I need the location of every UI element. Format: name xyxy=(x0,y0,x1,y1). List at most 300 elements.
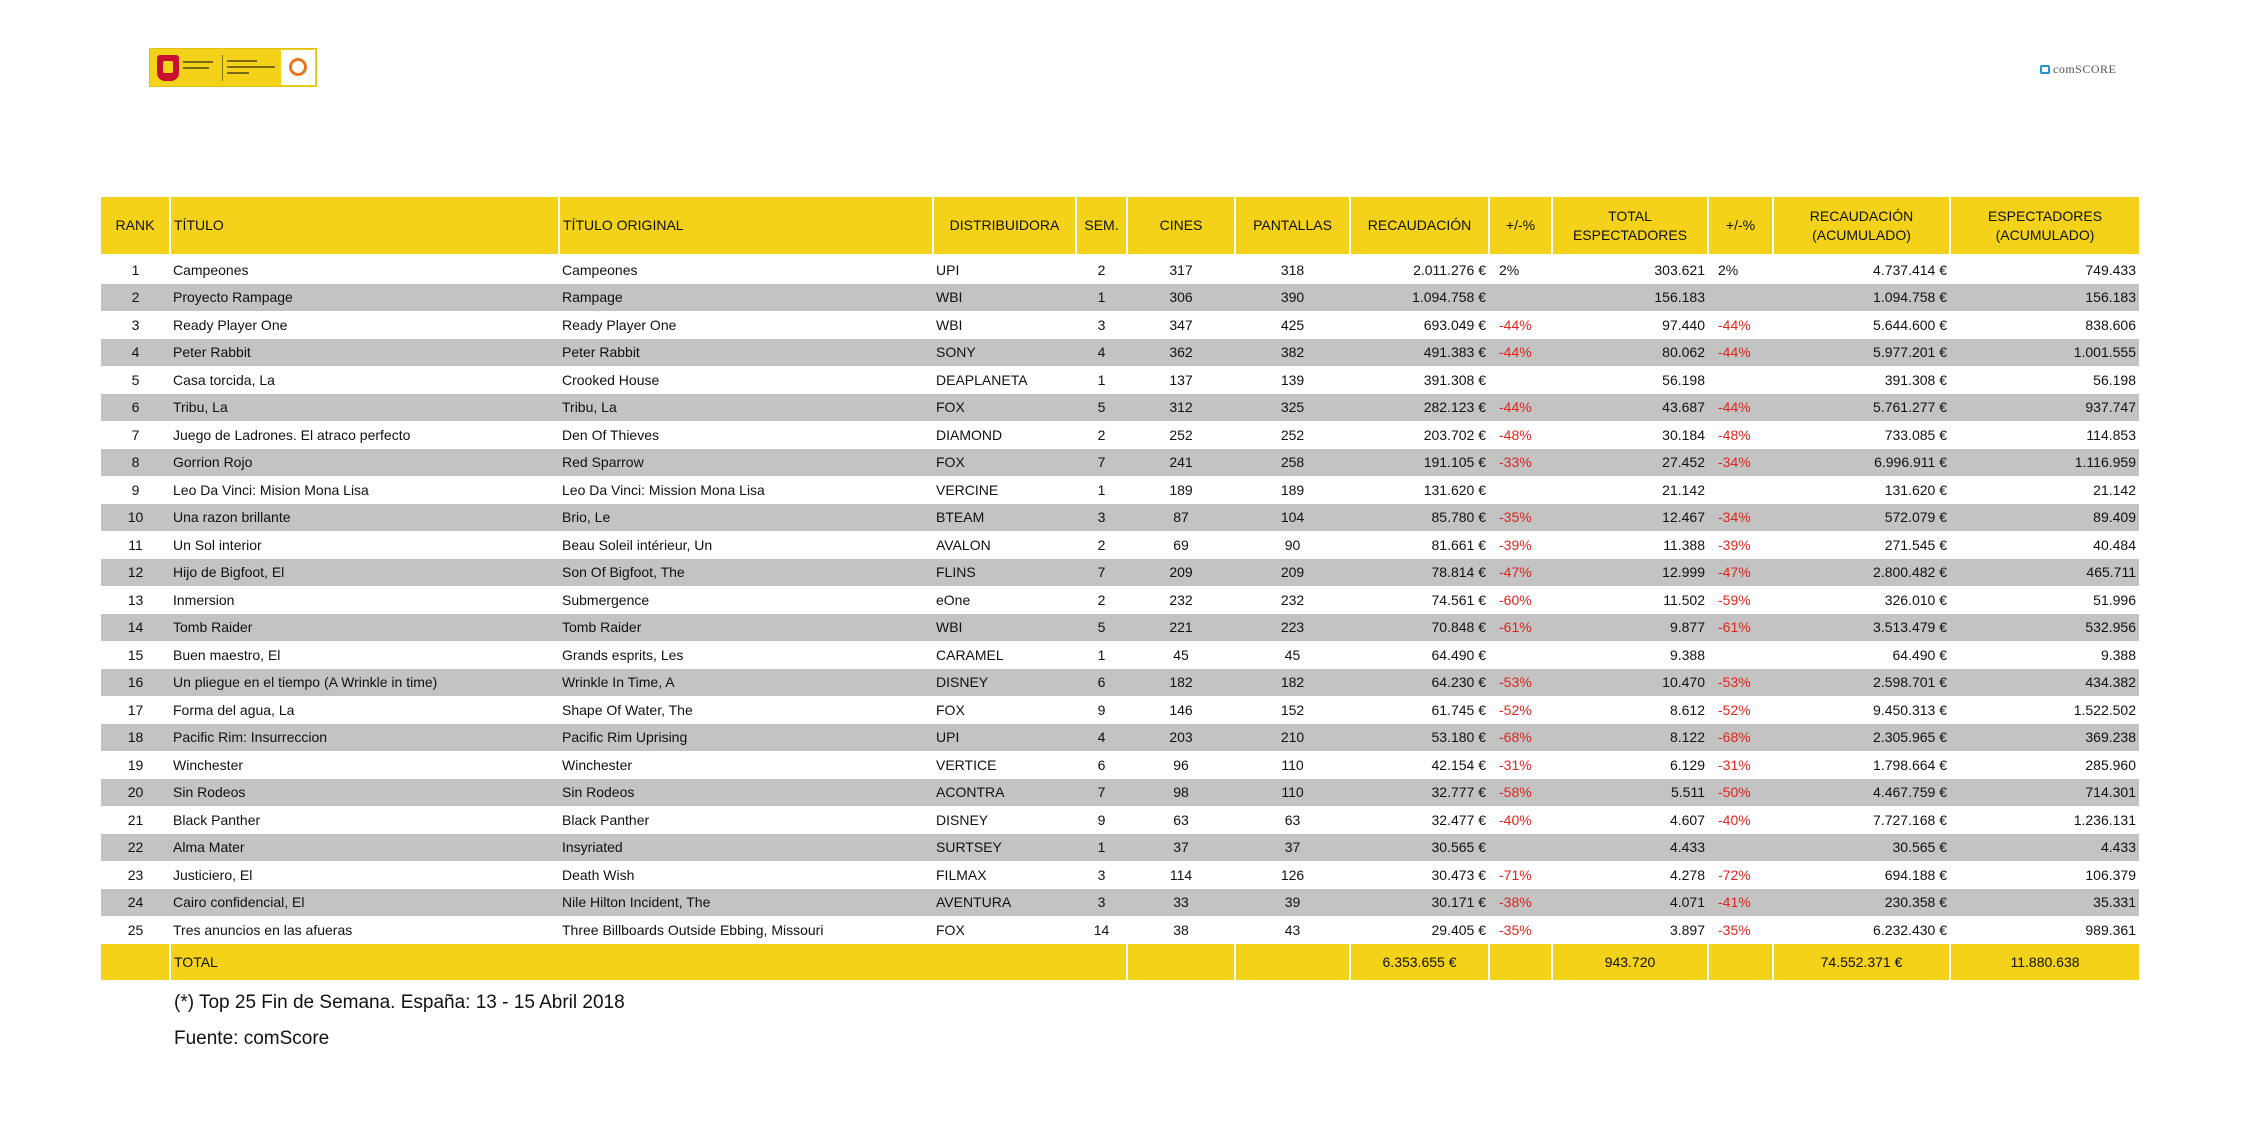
table-row xyxy=(101,614,2139,642)
total-espectadores: 943.720 xyxy=(1552,944,1708,980)
cell-var-espectadores: -34% xyxy=(1708,504,1773,532)
cell-cines: 98 xyxy=(1127,779,1235,807)
cell-cines: 221 xyxy=(1127,614,1235,642)
cell-rank: 16 xyxy=(101,669,170,697)
cell-espectadores: 97.440 xyxy=(1662,316,1705,333)
table-row xyxy=(101,394,2139,422)
cell-semanas: 2 xyxy=(1097,591,1106,608)
cell-espectadores-acumulado: 838.606 xyxy=(2085,316,2136,333)
cell-titulo: Forma del agua, La xyxy=(173,701,295,718)
cell-rank: 22 xyxy=(101,834,170,862)
cell-titulo-original: Submergence xyxy=(562,591,650,608)
cell-titulo: Alma Mater xyxy=(170,834,559,862)
cell-var-recaudacion: -33% xyxy=(1489,449,1552,477)
cell-titulo-original: Sin Rodeos xyxy=(559,779,933,807)
cell-recaudacion-acumulado: 4.737.414 € xyxy=(1873,261,1947,278)
cell-distribuidora: VERTICE xyxy=(936,756,997,773)
cell-titulo: Sin Rodeos xyxy=(170,779,559,807)
cell-espectadores: 4.607 xyxy=(1669,811,1705,828)
cell-titulo-original: Son Of Bigfoot, The xyxy=(559,559,933,587)
cell-semanas: 7 xyxy=(1076,449,1127,477)
cell-pantallas: 258 xyxy=(1235,449,1350,477)
cell-recaudacion-acumulado: 733.085 € xyxy=(1884,426,1947,443)
cell-rank: 19 xyxy=(127,756,144,773)
table-row xyxy=(101,586,2139,614)
cell-var-recaudacion: -68% xyxy=(1489,724,1552,752)
cell-espectadores: 4.071 xyxy=(1552,889,1708,917)
cell-distribuidora: FOX xyxy=(933,449,1076,477)
cell-var-recaudacion xyxy=(1489,476,1552,504)
cell-semanas: 9 xyxy=(1097,701,1106,718)
cell-espectadores: 80.062 xyxy=(1552,339,1708,367)
table-row xyxy=(101,254,2139,284)
cell-rank: 23 xyxy=(127,866,144,883)
cell-recaudacion: 32.777 € xyxy=(1350,779,1489,807)
cell-espectadores: 12.999 xyxy=(1552,559,1708,587)
cell-var-recaudacion: -71% xyxy=(1499,866,1532,883)
cell-distribuidora: WBI xyxy=(933,284,1076,312)
cell-pantallas: 210 xyxy=(1235,724,1350,752)
cell-titulo-original: Leo Da Vinci: Mission Mona Lisa xyxy=(562,481,765,498)
cell-recaudacion-acumulado: 1.094.758 € xyxy=(1773,284,1950,312)
cell-pantallas: 232 xyxy=(1280,591,1305,608)
cell-espectadores-acumulado: 56.198 xyxy=(2093,371,2136,388)
cell-pantallas: 110 xyxy=(1235,779,1350,807)
cell-cines: 45 xyxy=(1173,646,1189,663)
cell-var-espectadores: -72% xyxy=(1718,866,1751,883)
cell-cines: 252 xyxy=(1169,426,1193,443)
cell-recaudacion: 85.780 € xyxy=(1350,504,1489,532)
table-row xyxy=(101,724,2139,752)
cell-semanas: 7 xyxy=(1076,559,1127,587)
cell-var-recaudacion xyxy=(1489,284,1552,312)
cell-var-espectadores: -34% xyxy=(1708,449,1773,477)
cell-semanas: 4 xyxy=(1076,724,1127,752)
cell-var-espectadores: -40% xyxy=(1718,811,1751,828)
cell-titulo: Casa torcida, La xyxy=(173,371,275,388)
cell-recaudacion: 30.171 € xyxy=(1350,889,1489,917)
cell-var-recaudacion: -44% xyxy=(1489,394,1552,422)
cell-var-recaudacion: -48% xyxy=(1499,426,1532,443)
cell-recaudacion-acumulado: 131.620 € xyxy=(1884,481,1947,498)
cell-espectadores: 9.877 xyxy=(1552,614,1708,642)
cell-var-espectadores xyxy=(1708,366,1773,394)
cell-var-espectadores: -48% xyxy=(1718,426,1751,443)
cell-semanas: 3 xyxy=(1097,316,1106,333)
cell-pantallas: 382 xyxy=(1235,339,1350,367)
cell-espectadores: 5.511 xyxy=(1552,779,1708,807)
cell-recaudacion-acumulado: 694.188 € xyxy=(1884,866,1947,883)
cell-espectadores-acumulado: 4.433 xyxy=(1950,834,2139,862)
cell-pantallas: 223 xyxy=(1235,614,1350,642)
cell-recaudacion-acumulado: 326.010 € xyxy=(1884,591,1947,608)
cell-recaudacion: 81.661 € xyxy=(1431,536,1486,553)
cell-espectadores-acumulado: 9.388 xyxy=(2100,646,2136,663)
cell-rank: 17 xyxy=(127,701,144,718)
cell-espectadores: 11.502 xyxy=(1663,591,1705,608)
cell-recaudacion-acumulado: 6.232.430 € xyxy=(1873,921,1947,938)
cell-rank: 7 xyxy=(131,426,140,443)
cell-espectadores-acumulado: 106.379 xyxy=(2085,866,2136,883)
cell-espectadores-acumulado: 89.409 xyxy=(1950,504,2139,532)
cell-cines: 347 xyxy=(1169,316,1193,333)
cell-titulo-original: Rampage xyxy=(559,284,933,312)
cell-var-espectadores: -47% xyxy=(1708,559,1773,587)
cell-recaudacion: 30.565 € xyxy=(1350,834,1489,862)
cell-espectadores: 303.621 xyxy=(1654,261,1705,278)
cell-espectadores-acumulado: 35.331 xyxy=(1950,889,2139,917)
cell-titulo-original: Campeones xyxy=(562,261,638,278)
total-label: TOTAL xyxy=(170,944,559,980)
cell-semanas: 1 xyxy=(1097,646,1106,663)
cell-var-recaudacion: -35% xyxy=(1499,921,1532,938)
cell-recaudacion-acumulado: 2.800.482 € xyxy=(1773,559,1950,587)
cell-var-espectadores: -44% xyxy=(1708,394,1773,422)
cell-espectadores-acumulado: 434.382 xyxy=(1950,669,2139,697)
cell-espectadores: 4.278 xyxy=(1669,866,1705,883)
cell-var-recaudacion xyxy=(1489,834,1552,862)
table-row xyxy=(101,669,2139,697)
cell-espectadores: 8.122 xyxy=(1552,724,1708,752)
spain-crest-icon xyxy=(157,55,179,81)
cell-titulo: Inmersion xyxy=(173,591,235,608)
cell-espectadores-acumulado: 714.301 xyxy=(1950,779,2139,807)
cell-recaudacion-acumulado: 271.545 € xyxy=(1884,536,1947,553)
cell-semanas: 14 xyxy=(1093,921,1110,938)
cell-titulo-original: Peter Rabbit xyxy=(559,339,933,367)
total-recaudacion-acumulado: 74.552.371 € xyxy=(1773,944,1950,980)
cell-titulo-original: Black Panther xyxy=(562,811,650,828)
cell-recaudacion-acumulado: 230.358 € xyxy=(1773,889,1950,917)
table-header-row xyxy=(101,197,2139,254)
cell-recaudacion: 64.490 € xyxy=(1431,646,1486,663)
cell-recaudacion-acumulado: 9.450.313 € xyxy=(1873,701,1947,718)
cell-var-recaudacion: -60% xyxy=(1499,591,1532,608)
cell-rank: 3 xyxy=(131,316,140,333)
cell-titulo: Un pliegue en el tiempo (A Wrinkle in time) xyxy=(170,669,559,697)
cell-rank: 1 xyxy=(131,261,140,278)
cell-distribuidora: BTEAM xyxy=(933,504,1076,532)
cell-recaudacion: 1.094.758 € xyxy=(1350,284,1489,312)
cell-titulo-original: Wrinkle In Time, A xyxy=(559,669,933,697)
table-row xyxy=(101,339,2139,367)
table-row xyxy=(101,641,2139,669)
cell-titulo: Hijo de Bigfoot, El xyxy=(170,559,559,587)
cell-espectadores: 8.612 xyxy=(1669,701,1705,718)
cell-titulo: Una razon brillante xyxy=(170,504,559,532)
cell-var-recaudacion: -44% xyxy=(1489,339,1552,367)
cell-rank: 24 xyxy=(101,889,170,917)
cell-recaudacion: 282.123 € xyxy=(1350,394,1489,422)
cell-distribuidora: SURTSEY xyxy=(933,834,1076,862)
cell-titulo: Buen maestro, El xyxy=(173,646,281,663)
cell-rank: 12 xyxy=(101,559,170,587)
cell-recaudacion-acumulado: 2.305.965 € xyxy=(1773,724,1950,752)
table-row xyxy=(101,559,2139,587)
cell-titulo-original: Den Of Thieves xyxy=(562,426,660,443)
cell-pantallas: 209 xyxy=(1235,559,1350,587)
cell-var-recaudacion: -58% xyxy=(1489,779,1552,807)
cell-espectadores: 156.183 xyxy=(1552,284,1708,312)
cell-semanas: 5 xyxy=(1076,614,1127,642)
cell-cines: 362 xyxy=(1127,339,1235,367)
cell-espectadores: 43.687 xyxy=(1552,394,1708,422)
cell-recaudacion-acumulado: 64.490 € xyxy=(1892,646,1947,663)
cell-distribuidora: FOX xyxy=(936,921,965,938)
cell-espectadores-acumulado: 749.433 xyxy=(2085,261,2136,278)
cell-var-recaudacion: -52% xyxy=(1499,701,1532,718)
cell-recaudacion-acumulado: 391.308 € xyxy=(1884,371,1947,388)
cell-cines: 37 xyxy=(1127,834,1235,862)
cell-recaudacion: 70.848 € xyxy=(1350,614,1489,642)
cell-var-espectadores xyxy=(1708,284,1773,312)
cell-recaudacion-acumulado: 5.761.277 € xyxy=(1773,394,1950,422)
cell-espectadores-acumulado: 532.956 xyxy=(1950,614,2139,642)
cell-recaudacion: 29.405 € xyxy=(1431,921,1486,938)
cell-espectadores-acumulado: 1.116.959 xyxy=(1950,449,2139,477)
cell-recaudacion-acumulado: 1.798.664 € xyxy=(1873,756,1947,773)
cell-titulo-original: Tomb Raider xyxy=(559,614,933,642)
cell-distribuidora: VERCINE xyxy=(936,481,999,498)
cell-cines: 38 xyxy=(1173,921,1189,938)
cell-titulo-original: Shape Of Water, The xyxy=(562,701,693,718)
cell-pantallas: 390 xyxy=(1235,284,1350,312)
cell-var-espectadores: -44% xyxy=(1718,316,1751,333)
cell-semanas: 1 xyxy=(1097,481,1106,498)
cell-espectadores-acumulado: 1.522.502 xyxy=(2073,701,2136,718)
cell-var-recaudacion: -39% xyxy=(1499,536,1532,553)
cell-recaudacion-acumulado: 2.598.701 € xyxy=(1773,669,1950,697)
cell-espectadores: 21.142 xyxy=(1662,481,1705,498)
cell-titulo-original: Brio, Le xyxy=(559,504,933,532)
cell-espectadores: 6.129 xyxy=(1669,756,1705,773)
cell-titulo-original: Pacific Rim Uprising xyxy=(559,724,933,752)
cell-espectadores: 10.470 xyxy=(1552,669,1708,697)
cell-rank: 11 xyxy=(128,536,143,553)
source-note: Fuente: comScore xyxy=(174,1028,330,1049)
cell-titulo: Tribu, La xyxy=(170,394,559,422)
cell-pantallas: 325 xyxy=(1235,394,1350,422)
cell-rank: 18 xyxy=(101,724,170,752)
cell-recaudacion-acumulado: 30.565 € xyxy=(1773,834,1950,862)
cell-cines: 241 xyxy=(1127,449,1235,477)
cell-pantallas: 425 xyxy=(1280,316,1305,333)
cell-titulo: Pacific Rim: Insurreccion xyxy=(170,724,559,752)
cell-pantallas: 45 xyxy=(1284,646,1301,663)
cell-titulo: Justiciero, El xyxy=(173,866,253,883)
cell-rank: 20 xyxy=(101,779,170,807)
cell-var-recaudacion xyxy=(1489,366,1552,394)
cell-pantallas: 318 xyxy=(1280,261,1305,278)
cell-semanas: 5 xyxy=(1076,394,1127,422)
cell-espectadores-acumulado: 285.960 xyxy=(2085,756,2136,773)
cell-recaudacion: 693.049 € xyxy=(1423,316,1486,333)
cell-semanas: 3 xyxy=(1097,866,1106,883)
cell-recaudacion-acumulado: 6.996.911 € xyxy=(1773,449,1950,477)
col-titulo: TÍTULO xyxy=(170,197,559,254)
cell-rank: 2 xyxy=(101,284,170,312)
cell-recaudacion: 74.561 € xyxy=(1431,591,1486,608)
cell-distribuidora: FOX xyxy=(933,394,1076,422)
cell-pantallas: 110 xyxy=(1281,756,1304,773)
cell-titulo: Proyecto Rampage xyxy=(170,284,559,312)
cell-semanas: 1 xyxy=(1076,284,1127,312)
cell-cines: 182 xyxy=(1127,669,1235,697)
cell-espectadores-acumulado: 937.747 xyxy=(1950,394,2139,422)
cell-espectadores: 9.388 xyxy=(1669,646,1705,663)
cell-titulo: Tres anuncios en las afueras xyxy=(173,921,353,938)
col-cines: CINES xyxy=(1127,197,1235,254)
cell-titulo-original: Ready Player One xyxy=(562,316,677,333)
cell-distribuidora: FILMAX xyxy=(936,866,987,883)
cell-espectadores-acumulado: 1.001.555 xyxy=(1950,339,2139,367)
cell-espectadores: 3.897 xyxy=(1669,921,1705,938)
cell-pantallas: 39 xyxy=(1235,889,1350,917)
ministry-emblem-icon xyxy=(281,50,315,85)
cell-distribuidora: DISNEY xyxy=(933,669,1076,697)
cell-recaudacion: 391.308 € xyxy=(1423,371,1486,388)
cell-cines: 137 xyxy=(1169,371,1193,388)
cell-titulo: Black Panther xyxy=(173,811,261,828)
cell-titulo: Leo Da Vinci: Mision Mona Lisa xyxy=(173,481,369,498)
cell-semanas: 3 xyxy=(1076,504,1127,532)
cell-semanas: 2 xyxy=(1097,261,1106,278)
cell-distribuidora: FOX xyxy=(936,701,965,718)
table-row xyxy=(101,504,2139,532)
cell-espectadores: 56.198 xyxy=(1662,371,1705,388)
cell-titulo: Ready Player One xyxy=(173,316,288,333)
cell-espectadores-acumulado: 114.853 xyxy=(2086,426,2136,443)
col-semanas: SEM. xyxy=(1076,197,1127,254)
cell-recaudacion: 53.180 € xyxy=(1350,724,1489,752)
table-row xyxy=(101,449,2139,477)
table-row xyxy=(101,311,2139,339)
cell-cines: 306 xyxy=(1127,284,1235,312)
cell-var-recaudacion: -44% xyxy=(1499,316,1532,333)
cell-recaudacion: 131.620 € xyxy=(1423,481,1486,498)
cell-semanas: 1 xyxy=(1076,834,1127,862)
cell-titulo-original: Beau Soleil intérieur, Un xyxy=(562,536,713,553)
cell-pantallas: 43 xyxy=(1284,921,1301,938)
comscore-mark-icon xyxy=(2040,65,2050,74)
cell-cines: 63 xyxy=(1173,811,1189,828)
cell-recaudacion-acumulado: 7.727.168 € xyxy=(1873,811,1947,828)
cell-rank: 15 xyxy=(127,646,144,663)
cell-pantallas: 126 xyxy=(1280,866,1305,883)
cell-titulo: Cairo confidencial, El xyxy=(170,889,559,917)
cell-distribuidora: DIAMOND xyxy=(936,426,1003,443)
cell-titulo-original: Winchester xyxy=(562,756,633,773)
cell-distribuidora: DISNEY xyxy=(936,811,989,828)
comscore-logo: comSCORE xyxy=(2040,62,2116,77)
cell-var-espectadores: -53% xyxy=(1708,669,1773,697)
cell-cines: 96 xyxy=(1173,756,1189,773)
cell-pantallas: 182 xyxy=(1235,669,1350,697)
cell-var-espectadores: -39% xyxy=(1718,536,1751,553)
box-office-table xyxy=(101,197,2139,980)
cell-titulo: Tomb Raider xyxy=(170,614,559,642)
cell-recaudacion-acumulado: 4.467.759 € xyxy=(1773,779,1950,807)
cell-cines: 209 xyxy=(1127,559,1235,587)
table-row xyxy=(101,834,2139,862)
cell-pantallas: 252 xyxy=(1280,426,1305,443)
cell-rank: 9 xyxy=(131,481,140,498)
cell-recaudacion: 64.230 € xyxy=(1350,669,1489,697)
cell-cines: 146 xyxy=(1169,701,1193,718)
cell-recaudacion: 42.154 € xyxy=(1431,756,1486,773)
cell-cines: 33 xyxy=(1127,889,1235,917)
col-recaudacion-acumulado: RECAUDACIÓN (ACUMULADO) xyxy=(1773,197,1950,254)
cell-titulo-original: Crooked House xyxy=(562,371,660,388)
cell-pantallas: 152 xyxy=(1280,701,1305,718)
cell-cines: 189 xyxy=(1169,481,1193,498)
cell-espectadores-acumulado: 989.361 xyxy=(2085,921,2136,938)
cell-pantallas: 63 xyxy=(1284,811,1301,828)
table-row xyxy=(101,421,2139,449)
cell-recaudacion-acumulado: 572.079 € xyxy=(1773,504,1950,532)
cell-espectadores: 12.467 xyxy=(1552,504,1708,532)
cell-recaudacion: 203.702 € xyxy=(1423,426,1486,443)
col-var-espectadores: +/-% xyxy=(1708,197,1773,254)
cell-recaudacion-acumulado: 5.977.201 € xyxy=(1773,339,1950,367)
cell-semanas: 4 xyxy=(1076,339,1127,367)
government-logo xyxy=(149,48,317,87)
col-recaudacion: RECAUDACIÓN xyxy=(1350,197,1489,254)
cell-cines: 87 xyxy=(1127,504,1235,532)
cell-rank: 6 xyxy=(101,394,170,422)
col-distribuidora: DISTRIBUIDORA xyxy=(933,197,1076,254)
cell-recaudacion: 78.814 € xyxy=(1350,559,1489,587)
table-row xyxy=(101,531,2139,559)
col-pantallas: PANTALLAS xyxy=(1235,197,1350,254)
cell-var-espectadores: -61% xyxy=(1708,614,1773,642)
cell-espectadores: 11.388 xyxy=(1663,536,1705,553)
cell-semanas: 2 xyxy=(1097,536,1106,553)
cell-pantallas: 104 xyxy=(1235,504,1350,532)
cell-espectadores-acumulado: 465.711 xyxy=(1950,559,2139,587)
cell-var-recaudacion: 2% xyxy=(1499,261,1520,278)
cell-espectadores: 27.452 xyxy=(1552,449,1708,477)
cell-espectadores-acumulado: 1.236.131 xyxy=(2073,811,2136,828)
cell-titulo: Un Sol interior xyxy=(173,536,262,553)
cell-rank: 13 xyxy=(127,591,144,608)
cell-rank: 25 xyxy=(127,921,144,938)
cell-titulo-original: Tribu, La xyxy=(559,394,933,422)
cell-espectadores-acumulado: 40.484 xyxy=(2093,536,2136,553)
table-row xyxy=(101,779,2139,807)
cell-var-espectadores: -50% xyxy=(1708,779,1773,807)
cell-distribuidora: eOne xyxy=(936,591,971,608)
cell-cines: 232 xyxy=(1169,591,1193,608)
cell-rank: 5 xyxy=(131,371,140,388)
cell-var-recaudacion: -31% xyxy=(1499,756,1532,773)
cell-var-recaudacion: -61% xyxy=(1489,614,1552,642)
cell-titulo-original: Insyriated xyxy=(559,834,933,862)
cell-titulo-original: Three Billboards Outside Ebbing, Missouri xyxy=(562,921,824,938)
cell-semanas: 6 xyxy=(1097,756,1106,773)
cell-espectadores-acumulado: 51.996 xyxy=(2093,591,2136,608)
cell-distribuidora: AVENTURA xyxy=(933,889,1076,917)
cell-titulo: Winchester xyxy=(173,756,244,773)
cell-titulo: Gorrion Rojo xyxy=(170,449,559,477)
table-row xyxy=(101,696,2139,724)
cell-semanas: 6 xyxy=(1076,669,1127,697)
cell-cines: 114 xyxy=(1169,866,1193,883)
cell-espectadores-acumulado: 156.183 xyxy=(1950,284,2139,312)
cell-rank: 4 xyxy=(101,339,170,367)
cell-titulo: Campeones xyxy=(173,261,249,278)
cell-recaudacion-acumulado: 3.513.479 € xyxy=(1773,614,1950,642)
